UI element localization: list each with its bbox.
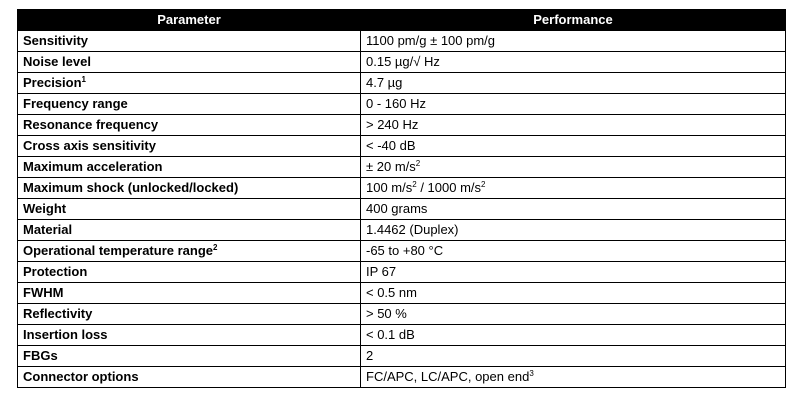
parameter-label: Sensitivity xyxy=(23,33,89,48)
footnote-marker: 2 xyxy=(213,243,218,252)
performance-value: > 50 % xyxy=(366,306,407,321)
performance-value: -65 to +80 °C xyxy=(366,243,444,258)
table-row xyxy=(18,283,786,304)
parameter-label: Insertion loss xyxy=(23,327,108,342)
performance-cell xyxy=(361,199,786,220)
performance-value: 1100 pm/g ± 100 pm/g xyxy=(366,33,496,48)
parameter-cell xyxy=(18,283,361,304)
performance-cell xyxy=(361,304,786,325)
parameter-label: Protection xyxy=(23,264,88,279)
parameter-label: Maximum shock (unlocked/locked) xyxy=(23,180,239,195)
parameter-cell xyxy=(18,52,361,73)
table-row xyxy=(18,367,786,388)
performance-cell xyxy=(361,52,786,73)
parameter-cell xyxy=(18,325,361,346)
performance-cell xyxy=(361,241,786,262)
parameter-label: Resonance frequency xyxy=(23,117,159,132)
performance-value: 0.15 µg/√ Hz xyxy=(366,54,440,69)
parameter-cell xyxy=(18,199,361,220)
performance-value: < 0.1 dB xyxy=(366,327,415,342)
parameter-label: Maximum acceleration xyxy=(23,159,163,174)
performance-value: > 240 Hz xyxy=(366,117,419,132)
parameter-label: Operational temperature range xyxy=(23,243,213,258)
performance-cell xyxy=(361,73,786,94)
parameter-cell xyxy=(18,73,361,94)
parameter-cell xyxy=(18,31,361,52)
parameter-label: FBGs xyxy=(23,348,58,363)
performance-value: 400 grams xyxy=(366,201,428,216)
parameter-label: FWHM xyxy=(23,285,64,300)
performance-value: < -40 dB xyxy=(366,138,416,153)
performance-cell xyxy=(361,157,786,178)
parameter-label: Reflectivity xyxy=(23,306,93,321)
parameter-cell xyxy=(18,367,361,388)
parameter-cell xyxy=(18,262,361,283)
performance-value: IP 67 xyxy=(366,264,397,279)
table-row xyxy=(18,178,786,199)
performance-cell xyxy=(361,94,786,115)
parameter-cell xyxy=(18,157,361,178)
table-row xyxy=(18,136,786,157)
performance-cell xyxy=(361,220,786,241)
table-row xyxy=(18,73,786,94)
header-parameter: Parameter xyxy=(18,10,361,31)
footnote-marker: 1 xyxy=(81,75,86,84)
table-row xyxy=(18,157,786,178)
performance-cell xyxy=(361,367,786,388)
performance-value: < 0.5 nm xyxy=(366,285,417,300)
table-body xyxy=(18,31,786,388)
table-row xyxy=(18,325,786,346)
performance-value: ± 20 m/s xyxy=(366,159,416,174)
table-row xyxy=(18,220,786,241)
table-row xyxy=(18,199,786,220)
superscript: 2 xyxy=(481,180,486,189)
parameter-cell xyxy=(18,220,361,241)
performance-cell xyxy=(361,115,786,136)
parameter-cell xyxy=(18,115,361,136)
performance-cell xyxy=(361,346,786,367)
superscript: 2 xyxy=(415,159,421,168)
parameter-cell xyxy=(18,136,361,157)
performance-cell xyxy=(361,262,786,283)
header-performance: Performance xyxy=(361,10,786,31)
performance-value: 2 xyxy=(366,348,374,363)
superscript: 3 xyxy=(529,369,534,378)
parameter-cell xyxy=(18,346,361,367)
performance-cell xyxy=(361,325,786,346)
parameter-cell xyxy=(18,94,361,115)
performance-cell xyxy=(361,283,786,304)
table-row xyxy=(18,304,786,325)
parameter-cell xyxy=(18,241,361,262)
table-row xyxy=(18,94,786,115)
table-header-row xyxy=(18,10,786,31)
parameter-cell xyxy=(18,304,361,325)
parameter-label: Cross axis sensitivity xyxy=(23,138,156,153)
performance-cell xyxy=(361,136,786,157)
parameter-cell xyxy=(18,178,361,199)
parameter-label: Noise level xyxy=(23,54,91,69)
parameter-label: Frequency range xyxy=(23,96,128,111)
parameter-label: Weight xyxy=(23,201,67,216)
parameter-label: Precision xyxy=(23,75,82,90)
table-row xyxy=(18,115,786,136)
performance-value: 4.7 µg xyxy=(366,75,403,90)
performance-cell xyxy=(361,31,786,52)
performance-value: 1.4462 (Duplex) xyxy=(366,222,459,237)
table-row xyxy=(18,241,786,262)
specifications-table xyxy=(17,9,786,388)
performance-value-continued: / 1000 m/s xyxy=(416,180,482,195)
table-row xyxy=(18,31,786,52)
table-row xyxy=(18,346,786,367)
performance-value: 0 - 160 Hz xyxy=(366,96,426,111)
table-row xyxy=(18,52,786,73)
parameter-label: Connector options xyxy=(23,369,139,384)
performance-cell xyxy=(361,178,786,199)
performance-value: FC/APC, LC/APC, open end xyxy=(366,369,530,384)
superscript: 2 xyxy=(412,180,417,189)
parameter-label: Material xyxy=(23,222,73,237)
table-row xyxy=(18,262,786,283)
performance-value: 100 m/s xyxy=(366,180,413,195)
